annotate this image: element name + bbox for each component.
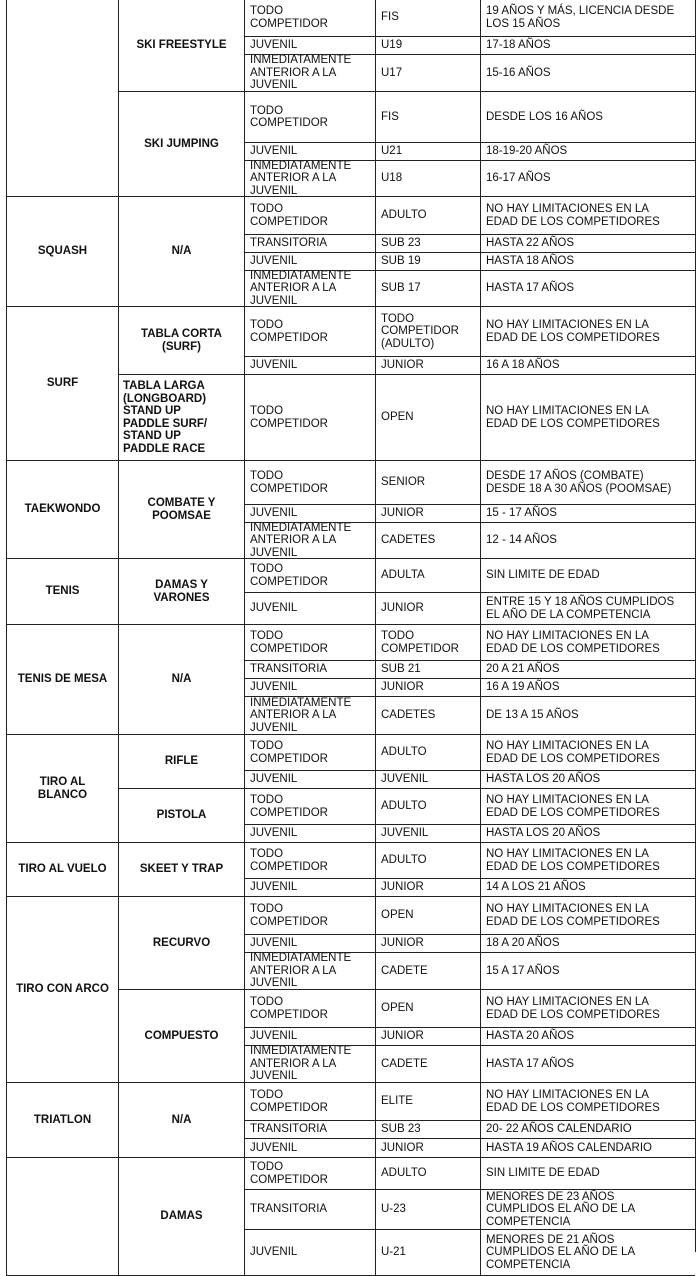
discipline-cell-text: TIRO AL BLANCO (37, 776, 88, 801)
category-cell-text: TODO COMPETIDOR (250, 1089, 328, 1114)
age-range-cell-text: HASTA 19 AÑOS CALENDARIO (486, 1141, 652, 1154)
age-range-cell (480, 252, 695, 270)
subcategory-cell (375, 660, 480, 678)
modality-cell (118, 558, 244, 624)
subcategory-cell-text: ADULTO (381, 209, 427, 222)
subcategory-cell (375, 196, 480, 234)
modality-cell (118, 91, 244, 196)
subcategory-cell-text: FIS (381, 11, 399, 24)
age-range-cell-text: HASTA LOS 20 AÑOS (486, 827, 601, 840)
category-cell (244, 522, 375, 558)
category-cell (244, 952, 375, 989)
subcategory-cell-text: SUB 21 (381, 663, 421, 676)
subcategory-cell (375, 1045, 480, 1082)
discipline-cell-text: TENIS (45, 585, 80, 598)
category-cell (244, 1027, 375, 1045)
subcategory-cell-text: SUB 17 (381, 282, 421, 295)
category-cell-text: INMEDIATAMENTE ANTERIOR A LA JUVENIL (250, 54, 352, 91)
category-cell (244, 234, 375, 252)
category-cell (244, 460, 375, 504)
subcategory-cell (375, 91, 480, 142)
age-range-cell-text: 14 A LOS 21 AÑOS (486, 881, 586, 894)
subcategory-cell-text: OPEN (381, 411, 414, 424)
category-cell (244, 1138, 375, 1157)
category-cell (244, 1120, 375, 1138)
discipline-cell (6, 734, 118, 842)
category-cell-text: TODO COMPETIDOR (250, 319, 328, 344)
subcategory-cell-text: ADULTO (381, 746, 427, 759)
subcategory-cell-text: JUNIOR (381, 1141, 424, 1154)
category-cell-text: INMEDIATAMENTE ANTERIOR A LA JUVENIL (250, 1045, 352, 1082)
age-range-cell-text: MENORES DE 21 AÑOS CUMPLIDOS EL AÑO DE LA COMPETENCIA (486, 1233, 636, 1271)
category-cell (244, 788, 375, 824)
age-range-cell (480, 896, 695, 934)
table-right-border (695, 0, 696, 1252)
age-range-cell-text: HASTA 17 AÑOS (486, 282, 574, 295)
age-range-cell (480, 270, 695, 306)
subcategory-cell-text: JUNIOR (381, 1030, 424, 1043)
category-cell-text: JUVENIL (250, 773, 298, 786)
age-range-cell-text: 15-16 AÑOS (486, 66, 551, 79)
discipline-cell (6, 306, 118, 460)
age-range-cell (480, 1120, 695, 1138)
subcategory-cell (375, 696, 480, 734)
discipline-cell-text: TAEKWONDO (24, 503, 101, 516)
subcategory-cell-text: JUNIOR (381, 681, 424, 694)
modality-cell-text: PISTOLA (156, 809, 207, 822)
age-range-cell-text: NO HAY LIMITACIONES EN LA EDAD DE LOS COMPETIDORES (486, 319, 660, 344)
subcategory-cell (375, 770, 480, 788)
category-cell (244, 1157, 375, 1189)
subcategory-cell (375, 36, 480, 54)
subcategory-cell (375, 592, 480, 624)
category-cell-text: JUVENIL (250, 1030, 298, 1043)
age-range-cell (480, 460, 695, 504)
subcategory-cell-text: U-21 (381, 1246, 406, 1259)
modality-cell (118, 0, 244, 91)
subcategory-cell-text: U17 (381, 66, 403, 79)
subcategory-cell (375, 374, 480, 460)
category-cell-text: TODO COMPETIDOR (250, 563, 328, 588)
age-range-cell-text: SIN LIMITE DE EDAD (486, 569, 600, 582)
subcategory-cell (375, 356, 480, 374)
category-cell-text: INMEDIATAMENTE ANTERIOR A LA JUVENIL (250, 160, 352, 196)
age-range-cell (480, 824, 695, 842)
subcategory-cell (375, 1082, 480, 1120)
category-cell-text: TODO COMPETIDOR (250, 405, 328, 430)
age-range-cell-text: HASTA 20 AÑOS (486, 1030, 574, 1043)
category-cell (244, 678, 375, 696)
category-cell-text: JUVENIL (250, 359, 298, 372)
subcategory-cell-text: ADULTO (381, 854, 427, 867)
age-range-cell (480, 522, 695, 558)
subcategory-cell (375, 306, 480, 356)
age-range-cell-text: NO HAY LIMITACIONES EN LA EDAD DE LOS COMPETIDORES (486, 630, 660, 655)
category-cell-text: TRANSITORIA (250, 663, 328, 676)
age-range-cell (480, 734, 695, 770)
category-cell-text: TODO COMPETIDOR (250, 794, 328, 819)
modality-cell-text: COMBATE Y POOMSAE (147, 497, 216, 522)
age-range-cell-text: NO HAY LIMITACIONES EN LA EDAD DE LOS COMPETIDORES (486, 203, 660, 228)
category-cell (244, 734, 375, 770)
subcategory-cell-text: FIS (381, 110, 399, 123)
category-cell (244, 1229, 375, 1275)
category-cell (244, 660, 375, 678)
discipline-cell (6, 896, 118, 1082)
age-range-cell-text: 18-19-20 AÑOS (486, 145, 568, 158)
modality-cell (118, 1082, 244, 1157)
age-range-cell (480, 878, 695, 896)
discipline-cell-text: TENIS DE MESA (17, 673, 108, 686)
subcategory-cell-text: JUNIOR (381, 881, 424, 894)
discipline-cell-text: TIRO AL VUELO (18, 863, 107, 876)
category-cell-text: TODO COMPETIDOR (250, 5, 328, 30)
age-range-cell (480, 504, 695, 522)
age-range-cell (480, 196, 695, 234)
category-cell (244, 592, 375, 624)
age-range-cell (480, 788, 695, 824)
subcategory-cell-text: OPEN (381, 1002, 414, 1015)
age-range-cell-text: 19 AÑOS Y MÁS, LICENCIA DESDE LOS 15 AÑOS (486, 5, 675, 30)
category-cell-text: TODO COMPETIDOR (250, 903, 328, 928)
age-range-cell-text: DESDE LOS 16 AÑOS (486, 110, 603, 123)
discipline-cell-text: SQUASH (37, 245, 88, 258)
category-cell (244, 1189, 375, 1229)
category-cell (244, 356, 375, 374)
modality-cell (118, 624, 244, 734)
subcategory-cell (375, 878, 480, 896)
category-cell-text: INMEDIATAMENTE ANTERIOR A LA JUVENIL (250, 270, 352, 306)
subcategory-cell-text: TODO COMPETIDOR (381, 630, 459, 655)
subcategory-cell-text: SENIOR (381, 476, 426, 489)
subcategory-cell-text: JUNIOR (381, 507, 424, 520)
modality-cell-text: SKEET Y TRAP (139, 863, 224, 876)
age-range-cell-text: NO HAY LIMITACIONES EN LA EDAD DE LOS COMPETIDORES (486, 740, 660, 765)
modality-cell-text: N/A (171, 245, 192, 258)
age-range-cell-text: DESDE 17 AÑOS (COMBATE) DESDE 18 A 30 AÑOS (POOMSAE) (486, 470, 672, 495)
subcategory-cell (375, 522, 480, 558)
category-cell-text: INMEDIATAMENTE ANTERIOR A LA JUVENIL (250, 522, 352, 558)
subcategory-cell (375, 989, 480, 1027)
age-range-cell-text: HASTA 22 AÑOS (486, 237, 574, 250)
subcategory-cell-text: CADETE (381, 964, 428, 977)
modality-cell (118, 460, 244, 558)
age-range-cell (480, 160, 695, 196)
subcategory-cell-text: ADULTO (381, 1167, 427, 1180)
age-range-cell-text: 16 A 18 AÑOS (486, 359, 560, 372)
subcategory-cell-text: ELITE (381, 1095, 413, 1108)
subcategory-cell-text: JUVENIL (381, 827, 429, 840)
age-range-cell-text: NO HAY LIMITACIONES EN LA EDAD DE LOS COMPETIDORES (486, 1089, 660, 1114)
subcategory-cell-text: U19 (381, 39, 403, 52)
category-cell (244, 624, 375, 660)
age-range-cell-text: HASTA LOS 20 AÑOS (486, 773, 601, 786)
subcategory-cell-text: U21 (381, 145, 403, 158)
age-range-cell (480, 142, 695, 160)
subcategory-cell (375, 624, 480, 660)
discipline-cell (6, 196, 118, 306)
age-range-cell (480, 374, 695, 460)
age-range-cell-text: HASTA 18 AÑOS (486, 255, 574, 268)
subcategory-cell (375, 270, 480, 306)
category-cell-text: JUVENIL (250, 681, 298, 694)
category-cell (244, 770, 375, 788)
subcategory-cell-text: ADULTA (381, 569, 425, 582)
category-cell-text: TRANSITORIA (250, 1203, 328, 1216)
category-cell-text: JUVENIL (250, 145, 298, 158)
discipline-cell-text: TRIATLON (33, 1113, 92, 1126)
age-range-cell-text: 17-18 AÑOS (486, 39, 551, 52)
category-cell (244, 270, 375, 306)
subcategory-cell (375, 1027, 480, 1045)
age-range-cell-text: 20- 22 AÑOS CALENDARIO (486, 1123, 632, 1136)
category-cell (244, 1082, 375, 1120)
category-cell (244, 824, 375, 842)
subcategory-cell (375, 824, 480, 842)
modality-cell-text: N/A (171, 1113, 192, 1126)
subcategory-cell-text: U-23 (381, 1203, 406, 1216)
subcategory-cell (375, 558, 480, 592)
category-cell-text: TODO COMPETIDOR (250, 1161, 328, 1186)
subcategory-cell (375, 1120, 480, 1138)
subcategory-cell (375, 252, 480, 270)
age-range-cell (480, 1229, 695, 1275)
discipline-cell (6, 624, 118, 734)
age-range-cell (480, 306, 695, 356)
subcategory-cell (375, 1157, 480, 1189)
age-range-cell (480, 952, 695, 989)
subcategory-cell-text: CADETES (381, 534, 436, 547)
age-category-table (6, 0, 695, 1271)
category-cell (244, 934, 375, 952)
subcategory-cell (375, 504, 480, 522)
age-range-cell (480, 356, 695, 374)
category-cell-text: TRANSITORIA (250, 1123, 328, 1136)
category-cell (244, 696, 375, 734)
modality-cell (118, 896, 244, 989)
category-cell-text: TRANSITORIA (250, 237, 328, 250)
category-cell-text: TODO COMPETIDOR (250, 740, 328, 765)
age-range-cell-text: 20 A 21 AÑOS (486, 663, 560, 676)
category-cell-text: JUVENIL (250, 39, 298, 52)
modality-cell-text: DAMAS (160, 1210, 203, 1223)
subcategory-cell-text: SUB 23 (381, 1123, 421, 1136)
age-range-cell (480, 770, 695, 788)
modality-cell (118, 734, 244, 788)
age-range-cell-text: 15 A 17 AÑOS (486, 964, 560, 977)
subcategory-cell (375, 1189, 480, 1229)
subcategory-cell (375, 142, 480, 160)
age-range-cell (480, 1027, 695, 1045)
age-range-cell (480, 624, 695, 660)
category-cell (244, 878, 375, 896)
age-range-cell-text: 18 A 20 AÑOS (486, 937, 560, 950)
age-range-cell (480, 1138, 695, 1157)
subcategory-cell (375, 0, 480, 36)
age-range-cell (480, 660, 695, 678)
age-range-cell-text: 15 - 17 AÑOS (486, 507, 557, 520)
category-cell-text: JUVENIL (250, 507, 298, 520)
category-cell (244, 558, 375, 592)
age-range-cell-text: ENTRE 15 Y 18 AÑOS CUMPLIDOS EL AÑO DE LA COMPETENCIA (486, 596, 675, 621)
age-range-cell (480, 558, 695, 592)
age-range-cell-text: 16 A 19 AÑOS (486, 681, 560, 694)
category-cell-text: JUVENIL (250, 602, 298, 615)
category-cell-text: JUVENIL (250, 881, 298, 894)
modality-cell-text: DAMAS Y VARONES (153, 579, 210, 604)
age-range-cell (480, 696, 695, 734)
modality-cell-text: TABLA CORTA (SURF) (141, 328, 222, 353)
age-range-cell-text: MENORES DE 23 AÑOS CUMPLIDOS EL AÑO DE LA COMPETENCIA (486, 1190, 636, 1228)
age-range-cell (480, 842, 695, 878)
modality-cell (118, 374, 244, 460)
subcategory-cell (375, 842, 480, 878)
age-range-cell-text: NO HAY LIMITACIONES EN LA EDAD DE LOS COMPETIDORES (486, 794, 660, 819)
age-range-cell (480, 1189, 695, 1229)
subcategory-cell (375, 1138, 480, 1157)
category-cell (244, 896, 375, 934)
age-range-cell (480, 1045, 695, 1082)
age-range-cell (480, 54, 695, 91)
age-range-cell (480, 678, 695, 696)
discipline-cell (6, 1157, 118, 1275)
category-cell (244, 1045, 375, 1082)
category-cell (244, 142, 375, 160)
category-cell (244, 196, 375, 234)
subcategory-cell-text: ADULTO (381, 800, 427, 813)
age-range-cell-text: 12 - 14 AÑOS (486, 534, 557, 547)
modality-cell-text: RECURVO (152, 936, 211, 949)
age-range-cell-text: NO HAY LIMITACIONES EN LA EDAD DE LOS COMPETIDORES (486, 405, 660, 430)
age-range-cell-text: SIN LIMITE DE EDAD (486, 1167, 600, 1180)
category-cell-text: INMEDIATAMENTE ANTERIOR A LA JUVENIL (250, 696, 352, 734)
discipline-cell-text: TIRO CON ARCO (16, 983, 109, 996)
subcategory-cell-text: TODO COMPETIDOR (ADULTO) (381, 312, 459, 350)
subcategory-cell-text: CADETE (381, 1057, 428, 1070)
category-cell-text: TODO COMPETIDOR (250, 470, 328, 495)
discipline-cell (6, 460, 118, 558)
subcategory-cell-text: JUVENIL (381, 773, 429, 786)
age-range-cell-text: HASTA 17 AÑOS (486, 1057, 574, 1070)
modality-cell (118, 788, 244, 842)
category-cell (244, 54, 375, 91)
category-cell (244, 504, 375, 522)
category-cell (244, 252, 375, 270)
discipline-cell (6, 842, 118, 896)
category-cell-text: JUVENIL (250, 827, 298, 840)
category-cell (244, 91, 375, 142)
discipline-cell (6, 558, 118, 624)
category-cell (244, 36, 375, 54)
discipline-cell (6, 1082, 118, 1157)
category-cell-text: JUVENIL (250, 1141, 298, 1154)
category-cell (244, 306, 375, 356)
category-cell (244, 842, 375, 878)
discipline-cell (6, 0, 118, 196)
age-range-cell-text: DE 13 A 15 AÑOS (486, 709, 579, 722)
modality-cell (118, 842, 244, 896)
modality-cell-text: N/A (171, 673, 192, 686)
category-cell-text: JUVENIL (250, 1246, 298, 1259)
subcategory-cell-text: JUNIOR (381, 937, 424, 950)
age-range-cell (480, 934, 695, 952)
modality-cell (118, 196, 244, 306)
modality-cell-text: SKI FREESTYLE (136, 38, 227, 51)
age-range-cell (480, 91, 695, 142)
age-range-cell (480, 989, 695, 1027)
category-cell-text: TODO COMPETIDOR (250, 996, 328, 1021)
modality-cell-text: TABLA LARGA (LONGBOARD) STAND UP PADDLE SURF/ STAND UP PADDLE RACE (123, 380, 208, 455)
age-range-cell (480, 234, 695, 252)
subcategory-cell-text: OPEN (381, 909, 414, 922)
age-range-cell-text: 16-17 AÑOS (486, 172, 551, 185)
category-cell-text: INMEDIATAMENTE ANTERIOR A LA JUVENIL (250, 952, 352, 989)
modality-cell-text: RIFLE (164, 755, 199, 768)
category-cell-text: TODO COMPETIDOR (250, 848, 328, 873)
subcategory-cell (375, 896, 480, 934)
age-range-cell (480, 0, 695, 36)
subcategory-cell (375, 934, 480, 952)
age-range-cell (480, 36, 695, 54)
discipline-cell-text: SURF (46, 377, 79, 390)
subcategory-cell (375, 234, 480, 252)
age-range-cell (480, 592, 695, 624)
category-cell (244, 374, 375, 460)
subcategory-cell-text: SUB 19 (381, 255, 421, 268)
subcategory-cell (375, 160, 480, 196)
category-cell (244, 989, 375, 1027)
category-cell-text: TODO COMPETIDOR (250, 104, 328, 129)
category-cell-text: TODO COMPETIDOR (250, 203, 328, 228)
subcategory-cell (375, 952, 480, 989)
subcategory-cell-text: U18 (381, 172, 403, 185)
subcategory-cell (375, 734, 480, 770)
subcategory-cell-text: CADETES (381, 709, 436, 722)
subcategory-cell-text: JUNIOR (381, 602, 424, 615)
modality-cell (118, 989, 244, 1082)
category-cell-text: JUVENIL (250, 937, 298, 950)
age-range-cell (480, 1082, 695, 1120)
subcategory-cell-text: JUNIOR (381, 359, 424, 372)
category-cell (244, 160, 375, 196)
age-range-cell-text: NO HAY LIMITACIONES EN LA EDAD DE LOS COMPETIDORES (486, 996, 660, 1021)
modality-cell (118, 1157, 244, 1275)
subcategory-cell (375, 460, 480, 504)
subcategory-cell (375, 678, 480, 696)
age-range-cell-text: NO HAY LIMITACIONES EN LA EDAD DE LOS COMPETIDORES (486, 903, 660, 928)
age-range-cell (480, 1157, 695, 1189)
subcategory-cell (375, 54, 480, 91)
age-range-cell-text: NO HAY LIMITACIONES EN LA EDAD DE LOS COMPETIDORES (486, 848, 660, 873)
category-cell-text: TODO COMPETIDOR (250, 630, 328, 655)
subcategory-cell (375, 788, 480, 824)
modality-cell-text: SKI JUMPING (144, 137, 219, 150)
subcategory-cell (375, 1229, 480, 1275)
modality-cell-text: COMPUESTO (144, 1029, 219, 1042)
subcategory-cell-text: SUB 23 (381, 237, 421, 250)
category-cell-text: JUVENIL (250, 255, 298, 268)
category-cell (244, 0, 375, 36)
modality-cell (118, 306, 244, 374)
